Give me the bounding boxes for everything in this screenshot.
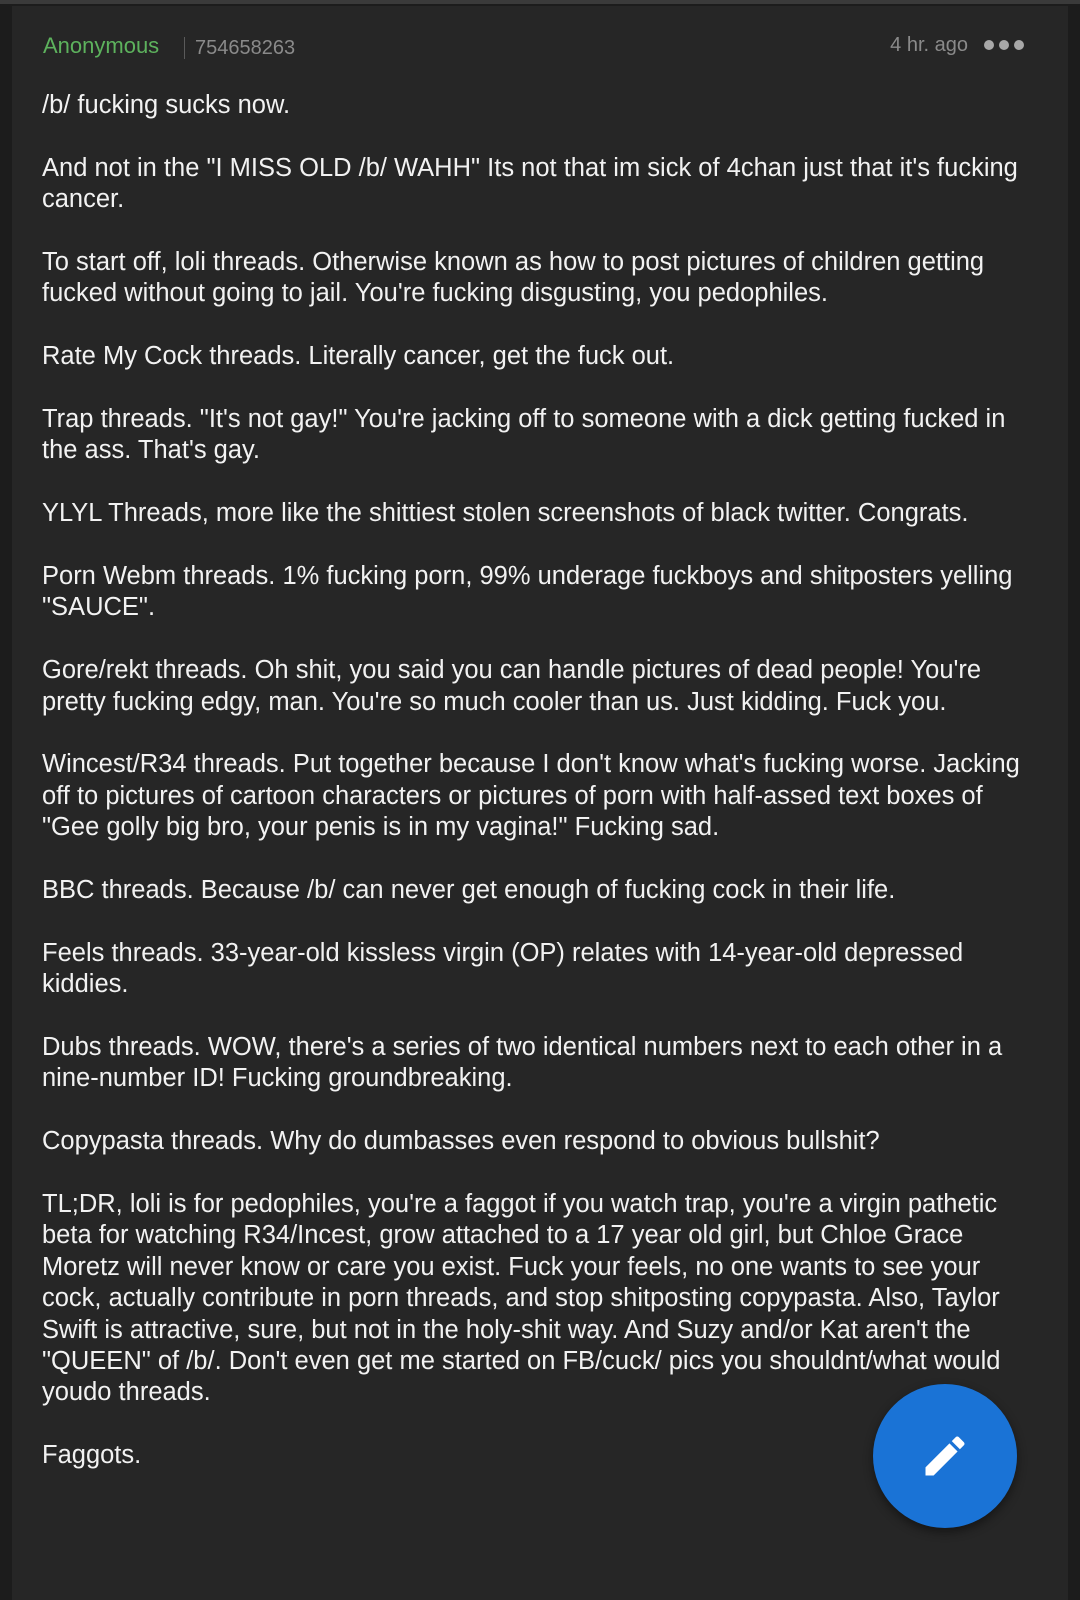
post-paragraph: /b/ fucking sucks now. <box>42 91 291 119</box>
dot <box>999 40 1009 50</box>
post-header <box>12 6 1068 86</box>
post-paragraph: Wincest/R34 threads. Put together because I don't know what's fucking worse. Jacking off to pictures of cartoon characters or pictures of porn with half-assed text boxes of "Gee golly big bro, your penis is in my vagina!" Fucking sad. <box>42 750 1020 842</box>
post-paragraph: Porn Webm threads. 1% fucking porn, 99% underage fuckboys and shitposters yelling "SAUCE". <box>42 562 1013 622</box>
compose-button[interactable] <box>873 1384 1017 1528</box>
dot <box>984 40 994 50</box>
post-body <box>42 90 1027 1503</box>
post-paragraph: Gore/rekt threads. Oh shit, you said you can handle pictures of dead people! You're pretty fucking edgy, man. You're so much cooler than us. Just kidding. Fuck you. <box>42 656 982 716</box>
post-paragraph: Dubs threads. WOW, there's a series of two identical numbers next to each other in a nine-number ID! Fucking groundbreaking. <box>42 1033 1003 1093</box>
post-paragraph: Faggots. <box>42 1441 142 1470</box>
post-paragraph: YLYL Threads, more like the shittiest stolen screenshots of black twitter. Congrats. <box>42 499 969 528</box>
post-author[interactable]: Anonymous <box>43 33 160 58</box>
post-paragraph: Rate My Cock threads. Literally cancer, get the fuck out. <box>42 342 675 371</box>
post-paragraph: Trap threads. "It's not gay!" You're jacking off to someone with a dick getting fucked in the ass. That's gay. <box>42 405 1006 465</box>
post-paragraph: To start off, loli threads. Otherwise known as how to post pictures of children getting fucked without going to jail. You're fucking disgusting, you pedophiles. <box>42 248 985 308</box>
header-separator <box>184 37 185 59</box>
post-paragraph: Copypasta threads. Why do dumbasses even respond to obvious bullshit? <box>42 1127 880 1156</box>
dot <box>1014 40 1024 50</box>
post-card <box>12 6 1068 1600</box>
post-paragraph: TL;DR, loli is for pedophiles, you're a faggot if you watch trap, you're a virgin pathetic beta for watching R34/Incest, grow attached to a 17 year old girl, but Chloe Grace Moretz will never know or care you exist. Fuck your feels, no one wants to see your cock, actually contribute in porn threads, and stop shitposting copypasta. Also, Taylor Swift is attractive, sure, but not in the holy-shit way. And Suzy and/or Kat aren't the "QUEEN" of /b/. Don't even get me started on FB/cuck/ pics you shouldnt/what would youdo threads. <box>42 1190 1001 1407</box>
post-paragraph: Feels threads. 33-year-old kissless virgin (OP) relates with 14-year-old depressed kiddies. <box>42 938 964 999</box>
post-paragraph: And not in the "I MISS OLD /b/ WAHH" Its not that im sick of 4chan just that it's fucking cancer. <box>42 153 1018 214</box>
pencil-icon <box>919 1430 971 1482</box>
top-divider <box>0 0 1080 4</box>
more-options-icon[interactable] <box>984 32 1024 58</box>
post-id[interactable]: 754658263 <box>195 37 296 59</box>
post-time: 4 hr. ago <box>890 34 968 56</box>
post-paragraph: BBC threads. Because /b/ can never get enough of fucking cock in their life. <box>42 876 896 905</box>
